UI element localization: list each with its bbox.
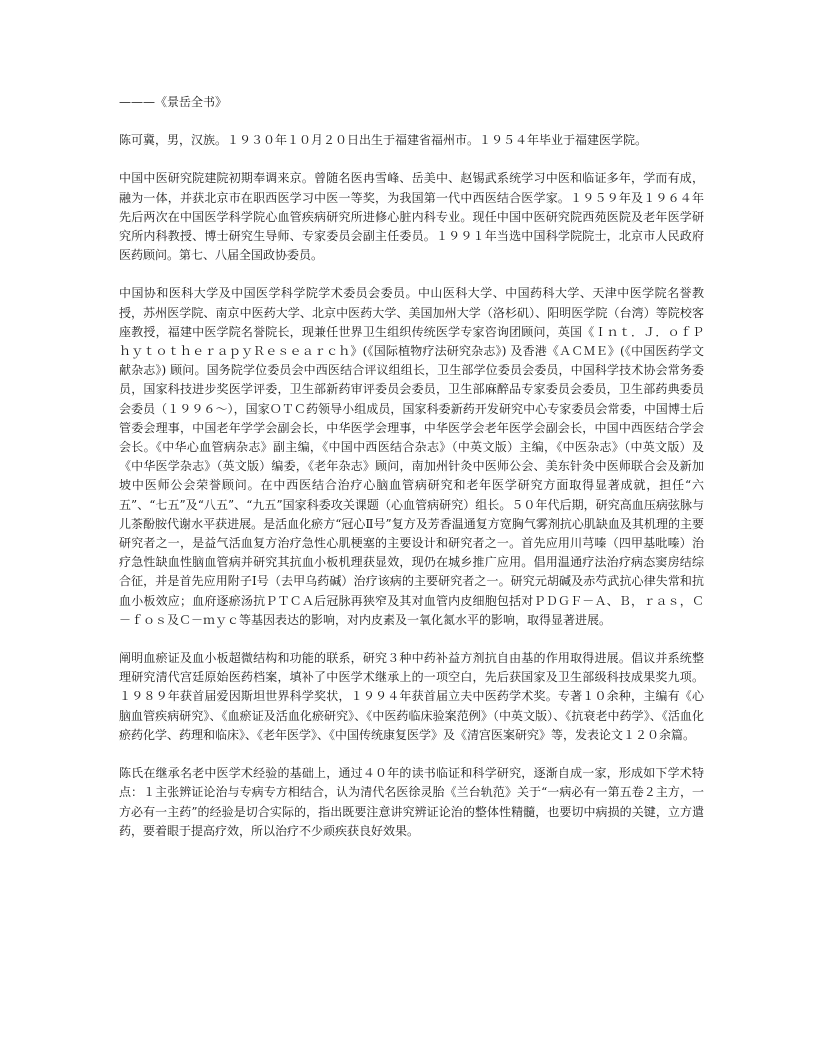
document-body <box>119 93 704 860</box>
paragraph-positions-research: 中国协和医科大学及中国医学科学院学术委员会委员。中山医科大学、中国药科大学、天津中医学院名誉教授，苏州医学院、南京中医药大学、北京中医药大学、美国加州大学（洛杉矶）、阳明医学院（台湾）等院校客座教授，福建中医学院名誉院长，现兼任世界卫生组织传统医学专家咨询团顾问，英国《Ｉｎｔ．Ｊ．ｏｆＰｈｙｔｏｔｈｅｒａｐｙＲｅｓｅａｒｃｈ》(《国际植物疗法研究杂志》) 及香港《ＡＣＭＥ》(《中国医药学文献杂志》) 顾问。国务院学位委员会中西医结合评议组组长，卫生部学位委员会委员，中国科学技术协会常务委员，国家科技进步奖医学评委，卫生部新药审评委员会委员，卫生部麻醉品专家委员会委员，卫生部药典委员会委员（１９９６～），国家ＯＴＣ药领导小组成员，国家科委新药开发研究中心专家委员会常委，中国博士后管委会理事，中国老年学学会副会长，中华医学会理事，中华医学会老年医学会副会长，中国中西医结合学会会长。《中华心血管病杂志》副主编，《中国中西医结合杂志》（中英文版）主编，《中医杂志》（中英文版）及《中华医学杂志》（英文版）编委，《老年杂志》顾问，南加州针灸中医师公会、美东针灸中医师联合会及新加坡中医师公会荣誉顾问。在中西医结合治疗心脑血管病研究和老年医学研究方面取得显著成就，担任“六五”、“七五”及“八五”、“九五”国家科委攻关课题（心血管病研究）组长。５０年代后期，研究高血压病弦脉与儿茶酚胺代谢水平获进展。是活血化瘀方“冠心Ⅱ号”复方及芳香温通复方宽胸气雾剂抗心肌缺血及其机理的主要研究者之一，是益气活血复方治疗急性心肌梗塞的主要设计和研究者之一。首先应用川芎嗪（四甲基吡嗪）治疗急性缺血性脑血管病并研究其抗血小板机理获显效，现仍在城乡推广应用。倡用温通疗法治疗病态窦房结综合征，并是首先应用附子Ⅰ号（去甲乌药碱）治疗该病的主要研究者之一。研究元胡碱及赤芍武抗心律失常和抗血小板效应；血府逐瘀汤抗ＰＴＣＡ后冠脉再狭窄及其对血管内皮细胞包括对ＰＤＧＦ－Ａ、Ｂ，ｒａｓ，Ｃ－ｆｏｓ及Ｃ－ｍｙｃ等基因表达的影响，对内皮素及一氧化氮水平的影响，取得显著进展。 <box>119 286 704 627</box>
paragraph-career: 中国中医研究院建院初期奉调来京。曾随名医冉雪峰、岳美中、赵锡武系统学习中医和临证多年，学而有成，融为一体，并获北京市在职西医学习中医一等奖，为我国第一代中西医结合医学家。１９５９年及１９６４年先后两次在中国医学科学院心血管疾病研究所进修心脏内科专业。现任中国中医研究院西苑医院及老年医学研究所内科教授、博士研究生导师、专家委员会副主任委员。１９９１年当选中国科学院院士，北京市人民政府医药顾问。第七、八届全国政协委员。 <box>119 171 704 263</box>
source-citation: ———《景岳全书》 <box>119 95 228 109</box>
paragraph-biography: 陈可冀，男，汉族。１９３０年１０月２０日出生于福建省福州市。１９５４年毕业于福建医学院。 <box>119 133 648 148</box>
paragraph-achievements: 阐明血瘀证及血小板超微结构和功能的联系，研究３种中药补益方剂抗自由基的作用取得进展。倡议并系统整理研究清代宫廷原始医药档案，填补了中医学术继承上的一项空白，先后获国家及卫生部级科技成果奖九项。１９８９年获首届爱因斯坦世界科学奖状，１９９４年获首届立夫中医药学术奖。专著１０余种，主编有《心脑血管疾病研究》、《血瘀证及活血化瘀研究》、《中医药临床验案范例》（中英文版）、《抗衰老中药学》、《活血化瘀药化学、药理和临床》、《老年医学》、《中国传统康复医学》及《清宫医案研究》等，发表论文１２０余篇。 <box>119 651 704 742</box>
paragraph-academic-features: 陈氏在继承名老中医学术经验的基础上，通过４０年的读书临证和科学研究，逐渐自成一家，形成如下学术特点：１主张辨证论治与专病专方相结合，认为清代名医徐灵胎《兰台轨范》关于“一病必有一第五卷２主方，一方必有一主药”的经验是切合实际的，指出既要注意讲究辨证论治的整体性精髓，也要切中病损的关键，立方遣药，要着眼于提高疗效，所以治疗不少顽疾获良好效果。 <box>119 766 704 838</box>
